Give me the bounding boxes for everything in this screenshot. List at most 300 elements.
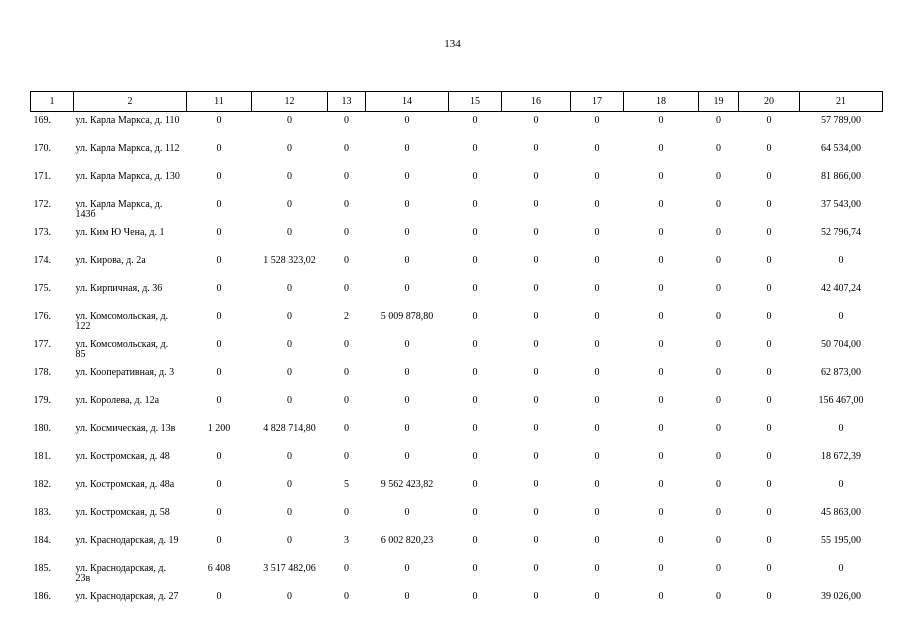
cell-text: ул. Кооперативная, д. 3 bbox=[75, 367, 175, 378]
column-header: 18 bbox=[624, 92, 699, 112]
cell-text: 0 bbox=[344, 255, 349, 266]
cell-text: 0 bbox=[344, 199, 349, 210]
col-17-cell bbox=[571, 252, 624, 280]
cell-text: 0 bbox=[287, 199, 292, 210]
cell-text: 0 bbox=[766, 311, 772, 322]
cell-text: 0 bbox=[594, 171, 600, 182]
col-13-cell bbox=[328, 560, 366, 588]
col-13-cell bbox=[328, 504, 366, 532]
cell-text: ул. Ким Ю Чена, д. 1 bbox=[75, 227, 165, 238]
cell-text: 0 bbox=[594, 199, 600, 210]
cell-text: 0 bbox=[287, 507, 292, 518]
cell-text: ул. Карла Маркса, д. 143б bbox=[75, 199, 163, 220]
cell-text: 179. bbox=[33, 395, 51, 406]
col-19-cell bbox=[699, 168, 739, 196]
col-11-cell bbox=[187, 364, 252, 392]
col-13-cell bbox=[328, 308, 366, 336]
cell-text: 183. bbox=[33, 507, 51, 518]
column-header: 15 bbox=[449, 92, 502, 112]
col-18-cell bbox=[624, 476, 699, 504]
cell-text: 0 bbox=[766, 199, 772, 210]
col-14-cell bbox=[366, 420, 449, 448]
col-16-cell bbox=[502, 588, 571, 616]
col-16-cell bbox=[502, 420, 571, 448]
col-15-cell bbox=[449, 112, 502, 141]
cell-text: 172. bbox=[33, 199, 51, 210]
cell-text: 0 bbox=[344, 423, 349, 434]
cell-text: ул. Костромская, д. 48а bbox=[75, 479, 175, 490]
table-row bbox=[31, 196, 883, 224]
cell-text: 0 bbox=[472, 563, 478, 574]
cell-text: 1 528 323,02 bbox=[263, 255, 316, 266]
col-16-cell bbox=[502, 336, 571, 364]
col-17-cell bbox=[571, 168, 624, 196]
cell-text: 0 bbox=[716, 367, 721, 378]
table-row bbox=[31, 504, 883, 532]
cell-text: 0 bbox=[838, 255, 844, 266]
cell-text: 0 bbox=[658, 423, 664, 434]
cell-text: 0 bbox=[658, 451, 664, 462]
col-14-cell bbox=[366, 140, 449, 168]
cell-text: 0 bbox=[216, 451, 222, 462]
col-12-cell bbox=[252, 392, 328, 420]
cell-text: 0 bbox=[404, 115, 410, 126]
cell-text: 0 bbox=[216, 283, 222, 294]
col-20-cell bbox=[739, 476, 800, 504]
cell-text: 0 bbox=[594, 227, 600, 238]
cell-text: 0 bbox=[472, 199, 478, 210]
column-header: 21 bbox=[800, 92, 883, 112]
col-19-cell bbox=[699, 112, 739, 141]
cell-text: 0 bbox=[472, 143, 478, 154]
cell-text: 0 bbox=[716, 115, 721, 126]
cell-text: 0 bbox=[287, 535, 292, 546]
col-19-cell bbox=[699, 308, 739, 336]
cell-text: 0 bbox=[216, 367, 222, 378]
row-number bbox=[31, 140, 74, 168]
cell-text: 0 bbox=[216, 311, 222, 322]
col-14-cell bbox=[366, 476, 449, 504]
col-12-cell bbox=[252, 532, 328, 560]
col-13-cell bbox=[328, 476, 366, 504]
table-row bbox=[31, 392, 883, 420]
col-20-cell bbox=[739, 364, 800, 392]
cell-text: 0 bbox=[533, 367, 539, 378]
address-cell bbox=[74, 168, 187, 196]
table-row bbox=[31, 308, 883, 336]
col-21-cell bbox=[800, 252, 883, 280]
cell-text: 186. bbox=[33, 591, 51, 602]
row-number bbox=[31, 504, 74, 532]
col-17-cell bbox=[571, 476, 624, 504]
col-15-cell bbox=[449, 196, 502, 224]
cell-text: 0 bbox=[658, 507, 664, 518]
col-20-cell bbox=[739, 504, 800, 532]
cell-text: 0 bbox=[838, 311, 844, 322]
cell-text: 0 bbox=[472, 395, 478, 406]
cell-text: 0 bbox=[216, 227, 222, 238]
col-18-cell bbox=[624, 308, 699, 336]
col-12-cell bbox=[252, 140, 328, 168]
cell-text: 18 672,39 bbox=[821, 451, 861, 462]
col-18-cell bbox=[624, 532, 699, 560]
col-11-cell bbox=[187, 140, 252, 168]
row-number bbox=[31, 280, 74, 308]
col-20-cell bbox=[739, 588, 800, 616]
cell-text: ул. Карла Маркса, д. 130 bbox=[75, 171, 180, 182]
col-17-cell bbox=[571, 420, 624, 448]
cell-text: 0 bbox=[716, 591, 721, 602]
page-number: 134 bbox=[444, 38, 461, 50]
col-12-cell bbox=[252, 476, 328, 504]
cell-text: 0 bbox=[287, 115, 292, 126]
address-cell bbox=[74, 420, 187, 448]
cell-text: 0 bbox=[472, 423, 478, 434]
cell-text: 0 bbox=[766, 255, 772, 266]
cell-text: 0 bbox=[216, 339, 222, 350]
cell-text: 0 bbox=[287, 591, 292, 602]
cell-text: 0 bbox=[594, 507, 600, 518]
col-12-cell bbox=[252, 448, 328, 476]
col-21-cell bbox=[800, 140, 883, 168]
col-12-cell bbox=[252, 420, 328, 448]
address-cell bbox=[74, 504, 187, 532]
address-cell bbox=[74, 140, 187, 168]
table-row bbox=[31, 532, 883, 560]
cell-text: 0 bbox=[594, 311, 600, 322]
col-12-cell bbox=[252, 504, 328, 532]
row-number bbox=[31, 308, 74, 336]
cell-text: 0 bbox=[216, 255, 222, 266]
cell-text: 175. bbox=[33, 283, 51, 294]
cell-text: 0 bbox=[404, 507, 410, 518]
cell-text: 174. bbox=[33, 255, 51, 266]
cell-text: 181. bbox=[33, 451, 51, 462]
cell-text: 0 bbox=[287, 171, 292, 182]
cell-text: 0 bbox=[344, 367, 349, 378]
cell-text: 0 bbox=[658, 171, 664, 182]
cell-text: 0 bbox=[766, 171, 772, 182]
row-number bbox=[31, 420, 74, 448]
col-17-cell bbox=[571, 364, 624, 392]
row-number bbox=[31, 168, 74, 196]
cell-text: 0 bbox=[594, 535, 600, 546]
cell-text: 0 bbox=[216, 479, 222, 490]
cell-text: 0 bbox=[716, 451, 721, 462]
cell-text: 0 bbox=[658, 199, 664, 210]
col-12-cell bbox=[252, 168, 328, 196]
cell-text: 0 bbox=[344, 563, 349, 574]
col-18-cell bbox=[624, 112, 699, 141]
col-20-cell bbox=[739, 280, 800, 308]
row-number bbox=[31, 336, 74, 364]
address-cell bbox=[74, 392, 187, 420]
address-cell bbox=[74, 308, 187, 336]
cell-text: 0 bbox=[472, 171, 478, 182]
column-header: 17 bbox=[571, 92, 624, 112]
col-16-cell bbox=[502, 392, 571, 420]
address-cell bbox=[74, 588, 187, 616]
col-15-cell bbox=[449, 560, 502, 588]
cell-text: 0 bbox=[216, 171, 222, 182]
col-17-cell bbox=[571, 140, 624, 168]
col-14-cell bbox=[366, 196, 449, 224]
col-16-cell bbox=[502, 560, 571, 588]
col-12-cell bbox=[252, 560, 328, 588]
cell-text: 0 bbox=[533, 171, 539, 182]
address-cell bbox=[74, 224, 187, 252]
cell-text: 0 bbox=[658, 311, 664, 322]
cell-text: 170. bbox=[33, 143, 51, 154]
cell-text: 0 bbox=[533, 563, 539, 574]
col-12-cell bbox=[252, 364, 328, 392]
cell-text: 0 bbox=[716, 423, 721, 434]
cell-text: 0 bbox=[533, 227, 539, 238]
cell-text: 0 bbox=[533, 591, 539, 602]
table-row bbox=[31, 140, 883, 168]
cell-text: 62 873,00 bbox=[821, 367, 861, 378]
col-14-cell bbox=[366, 308, 449, 336]
cell-text: 180. bbox=[33, 423, 51, 434]
cell-text: 0 bbox=[404, 171, 410, 182]
col-21-cell bbox=[800, 420, 883, 448]
col-11-cell bbox=[187, 560, 252, 588]
column-header: 11 bbox=[187, 92, 252, 112]
col-11-cell bbox=[187, 168, 252, 196]
cell-text: 0 bbox=[404, 563, 410, 574]
row-number bbox=[31, 196, 74, 224]
column-header: 1 bbox=[31, 92, 74, 112]
col-15-cell bbox=[449, 588, 502, 616]
cell-text: ул. Комсомольская, д. 122 bbox=[75, 311, 169, 332]
col-18-cell bbox=[624, 224, 699, 252]
cell-text: 0 bbox=[594, 339, 600, 350]
col-19-cell bbox=[699, 420, 739, 448]
col-20-cell bbox=[739, 448, 800, 476]
address-cell bbox=[74, 476, 187, 504]
col-13-cell bbox=[328, 112, 366, 141]
cell-text: 0 bbox=[344, 283, 349, 294]
cell-text: 5 009 878,80 bbox=[380, 311, 434, 322]
cell-text: 178. bbox=[33, 367, 51, 378]
cell-text: 0 bbox=[472, 283, 478, 294]
table-row bbox=[31, 364, 883, 392]
col-14-cell bbox=[366, 588, 449, 616]
table-body bbox=[31, 112, 883, 617]
col-13-cell bbox=[328, 392, 366, 420]
cell-text: ул. Краснодарская, д. 27 bbox=[75, 591, 179, 602]
col-17-cell bbox=[571, 336, 624, 364]
col-11-cell bbox=[187, 336, 252, 364]
table-header bbox=[31, 92, 883, 112]
cell-text: ул. Костромская, д. 58 bbox=[75, 507, 170, 518]
cell-text: 0 bbox=[716, 507, 721, 518]
cell-text: 0 bbox=[344, 171, 349, 182]
cell-text: 0 bbox=[716, 479, 721, 490]
col-20-cell bbox=[739, 224, 800, 252]
col-19-cell bbox=[699, 560, 739, 588]
cell-text: 0 bbox=[344, 395, 349, 406]
col-15-cell bbox=[449, 392, 502, 420]
col-18-cell bbox=[624, 392, 699, 420]
cell-text: 0 bbox=[594, 115, 600, 126]
cell-text: 0 bbox=[766, 227, 772, 238]
col-15-cell bbox=[449, 364, 502, 392]
cell-text: ул. Космическая, д. 13в bbox=[75, 423, 176, 434]
col-16-cell bbox=[502, 504, 571, 532]
cell-text: 0 bbox=[533, 255, 539, 266]
col-11-cell bbox=[187, 448, 252, 476]
col-16-cell bbox=[502, 112, 571, 141]
col-21-cell bbox=[800, 112, 883, 141]
col-19-cell bbox=[699, 532, 739, 560]
cell-text: 0 bbox=[658, 143, 664, 154]
address-cell bbox=[74, 196, 187, 224]
cell-text: 0 bbox=[344, 143, 349, 154]
data-table bbox=[30, 91, 883, 616]
cell-text: 0 bbox=[216, 507, 222, 518]
cell-text: 156 467,00 bbox=[818, 395, 864, 406]
cell-text: ул. Кирпичная, д. 36 bbox=[75, 283, 163, 294]
col-19-cell bbox=[699, 196, 739, 224]
cell-text: 0 bbox=[404, 227, 410, 238]
cell-text: 185. bbox=[33, 563, 51, 574]
table-row bbox=[31, 476, 883, 504]
cell-text: 0 bbox=[716, 339, 721, 350]
cell-text: 0 bbox=[594, 591, 600, 602]
table-row bbox=[31, 420, 883, 448]
cell-text: 0 bbox=[716, 563, 721, 574]
column-header: 2 bbox=[74, 92, 187, 112]
cell-text: 176. bbox=[33, 311, 51, 322]
col-11-cell bbox=[187, 504, 252, 532]
col-20-cell bbox=[739, 336, 800, 364]
cell-text: 0 bbox=[287, 479, 292, 490]
col-17-cell bbox=[571, 560, 624, 588]
col-13-cell bbox=[328, 280, 366, 308]
col-12-cell bbox=[252, 196, 328, 224]
header-row bbox=[31, 92, 883, 112]
col-19-cell bbox=[699, 140, 739, 168]
cell-text: 0 bbox=[658, 227, 664, 238]
col-12-cell bbox=[252, 336, 328, 364]
col-17-cell bbox=[571, 224, 624, 252]
col-12-cell bbox=[252, 252, 328, 280]
cell-text: 171. bbox=[33, 171, 51, 182]
col-19-cell bbox=[699, 588, 739, 616]
column-header: 12 bbox=[252, 92, 328, 112]
col-18-cell bbox=[624, 140, 699, 168]
col-12-cell bbox=[252, 112, 328, 141]
cell-text: 0 bbox=[716, 255, 721, 266]
cell-text: 0 bbox=[533, 423, 539, 434]
column-header: 16 bbox=[502, 92, 571, 112]
col-19-cell bbox=[699, 252, 739, 280]
cell-text: 81 866,00 bbox=[821, 171, 861, 182]
cell-text: 0 bbox=[216, 199, 222, 210]
col-19-cell bbox=[699, 224, 739, 252]
cell-text: 0 bbox=[216, 591, 222, 602]
col-13-cell bbox=[328, 364, 366, 392]
cell-text: 0 bbox=[716, 311, 721, 322]
col-13-cell bbox=[328, 420, 366, 448]
cell-text: 0 bbox=[658, 563, 664, 574]
cell-text: 0 bbox=[594, 143, 600, 154]
col-16-cell bbox=[502, 280, 571, 308]
row-number bbox=[31, 252, 74, 280]
col-13-cell bbox=[328, 336, 366, 364]
col-12-cell bbox=[252, 280, 328, 308]
col-16-cell bbox=[502, 224, 571, 252]
cell-text: 0 bbox=[838, 563, 844, 574]
cell-text: 0 bbox=[472, 367, 478, 378]
cell-text: 6 408 bbox=[207, 563, 231, 574]
cell-text: 0 bbox=[472, 227, 478, 238]
col-11-cell bbox=[187, 420, 252, 448]
cell-text: 0 bbox=[472, 507, 478, 518]
cell-text: ул. Карла Маркса, д. 112 bbox=[75, 143, 180, 154]
col-16-cell bbox=[502, 364, 571, 392]
col-19-cell bbox=[699, 476, 739, 504]
col-13-cell bbox=[328, 588, 366, 616]
col-21-cell bbox=[800, 504, 883, 532]
col-17-cell bbox=[571, 448, 624, 476]
cell-text: 0 bbox=[287, 283, 292, 294]
cell-text: 0 bbox=[216, 143, 222, 154]
col-18-cell bbox=[624, 336, 699, 364]
col-20-cell bbox=[739, 196, 800, 224]
address-cell bbox=[74, 280, 187, 308]
col-21-cell bbox=[800, 560, 883, 588]
col-21-cell bbox=[800, 196, 883, 224]
cell-text: 0 bbox=[404, 591, 410, 602]
col-14-cell bbox=[366, 448, 449, 476]
col-18-cell bbox=[624, 196, 699, 224]
address-cell bbox=[74, 252, 187, 280]
cell-text: 0 bbox=[404, 395, 410, 406]
cell-text: 0 bbox=[766, 367, 772, 378]
cell-text: 0 bbox=[344, 227, 349, 238]
col-12-cell bbox=[252, 224, 328, 252]
col-16-cell bbox=[502, 476, 571, 504]
cell-text: 0 bbox=[658, 255, 664, 266]
cell-text: 1 200 bbox=[207, 423, 231, 434]
address-cell bbox=[74, 336, 187, 364]
cell-text: 0 bbox=[287, 143, 292, 154]
cell-text: 52 796,74 bbox=[821, 227, 861, 238]
col-15-cell bbox=[449, 420, 502, 448]
cell-text: 0 bbox=[472, 115, 478, 126]
cell-text: 0 bbox=[533, 451, 539, 462]
col-20-cell bbox=[739, 532, 800, 560]
col-13-cell bbox=[328, 140, 366, 168]
cell-text: 0 bbox=[594, 563, 600, 574]
column-header: 13 bbox=[328, 92, 366, 112]
cell-text: 3 517 482,06 bbox=[263, 563, 316, 574]
cell-text: 0 bbox=[533, 535, 539, 546]
cell-text: 0 bbox=[344, 507, 349, 518]
cell-text: 0 bbox=[287, 367, 292, 378]
cell-text: 9 562 423,82 bbox=[380, 479, 434, 490]
cell-text: 0 bbox=[594, 283, 600, 294]
col-15-cell bbox=[449, 448, 502, 476]
row-number bbox=[31, 532, 74, 560]
cell-text: ул. Кирова, д. 2а bbox=[75, 255, 146, 266]
col-14-cell bbox=[366, 392, 449, 420]
cell-text: 0 bbox=[658, 115, 664, 126]
cell-text: 0 bbox=[404, 255, 410, 266]
col-19-cell bbox=[699, 364, 739, 392]
